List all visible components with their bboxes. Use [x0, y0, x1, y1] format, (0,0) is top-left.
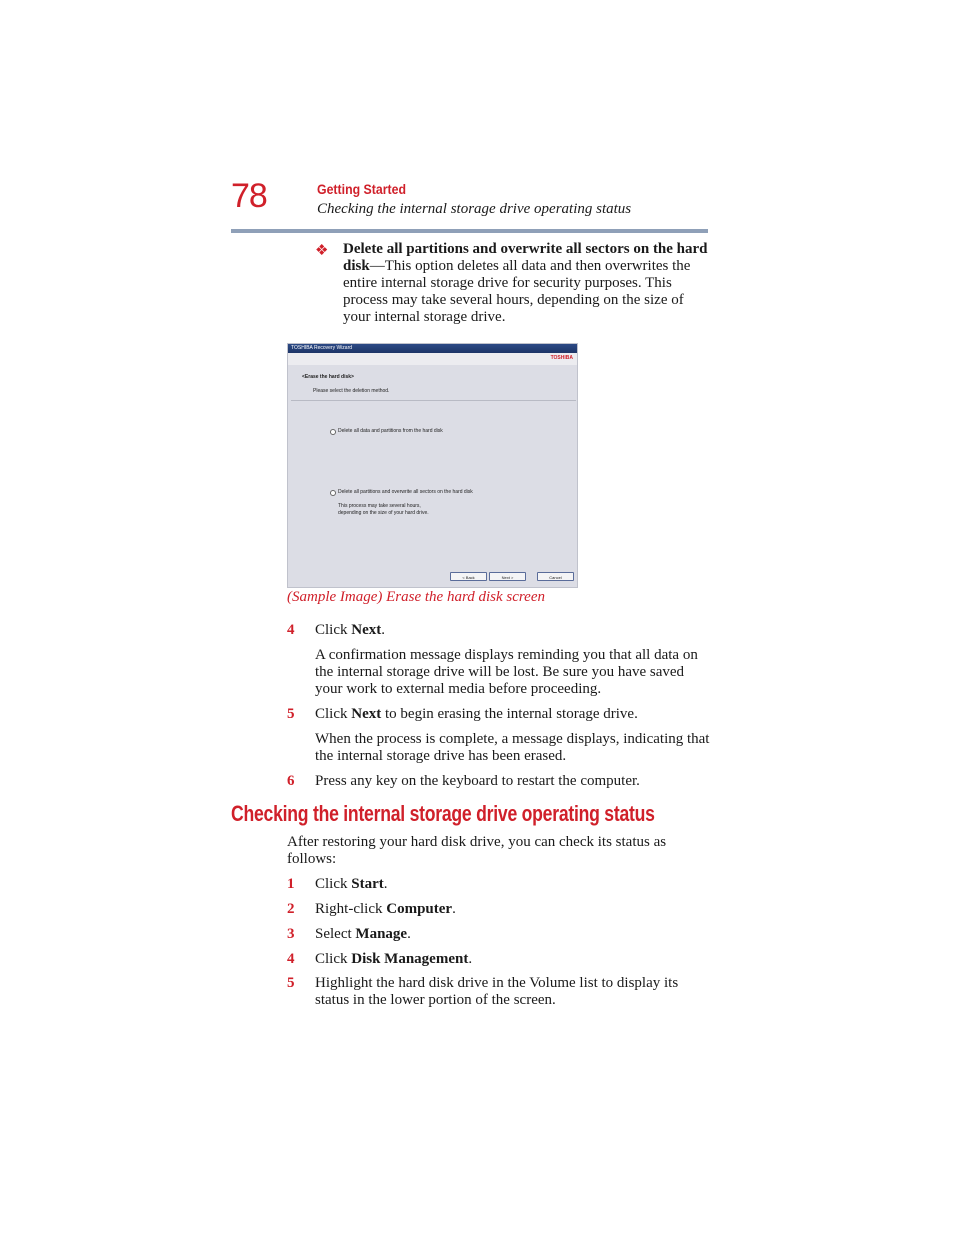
step-note: A confirmation message displays reminding you that all data on the internal storage drive will be lost. Be sure you have saved your work to external media before proceeding.	[315, 647, 698, 697]
option2-note-2: depending on the size of your hard drive.	[338, 510, 429, 516]
figure-caption: (Sample Image) Erase the hard disk screen	[287, 589, 545, 605]
back-button[interactable]: < Back	[450, 572, 487, 581]
cancel-button[interactable]: Cancel	[537, 572, 574, 581]
bullet-body-text: —This option deletes all data and then overwrites the entire internal storage drive for security purposes. This process may take several hours, depending on the size of your internal storage drive.	[343, 258, 691, 325]
section-label: Getting Started	[317, 181, 406, 197]
option2-note-1: This process may take several hours,	[338, 503, 421, 509]
running-title: Checking the internal storage drive operating status	[317, 201, 632, 217]
step-text: Click Next to begin erasing the internal storage drive.	[315, 706, 638, 722]
section-heading: Checking the internal storage drive operating status	[231, 801, 655, 826]
step-number: 2	[287, 901, 295, 917]
option1-radio[interactable]	[330, 429, 336, 435]
section-intro: After restoring your hard disk drive, you can check its status as follows:	[287, 834, 667, 867]
step-number: 3	[287, 926, 295, 942]
next-button[interactable]: Next >	[489, 572, 526, 581]
bullet-icon: ❖	[315, 243, 329, 259]
page-number: 78	[231, 177, 267, 215]
bullet-text	[343, 241, 709, 326]
step-number: 1	[287, 876, 295, 892]
option2-label: Delete all partitions and overwrite all sectors on the hard disk	[338, 489, 473, 495]
step-text: Highlight the hard disk drive in the Volume list to display its status in the lower portion of the screen.	[315, 975, 679, 1008]
option1-label: Delete all data and partitions from the hard disk	[338, 428, 443, 434]
brand-bar	[288, 353, 578, 365]
toshiba-logo: TOSHIBA	[550, 355, 573, 361]
sample-screenshot	[287, 343, 578, 588]
step-text: Click Start.	[315, 876, 388, 892]
screen-divider	[291, 400, 576, 401]
step-text: Click Next.	[315, 622, 385, 638]
step-number: 5	[287, 706, 295, 722]
step-text: Right-click Computer.	[315, 901, 456, 917]
step-text: Select Manage.	[315, 926, 411, 942]
step-number: 6	[287, 773, 295, 789]
option2-radio[interactable]	[330, 490, 336, 496]
bullet-bold-text: Delete all partitions and overwrite all sectors on the hard disk	[343, 241, 708, 274]
step-number: 4	[287, 951, 295, 967]
screen-heading: <Erase the hard disk>	[302, 374, 354, 380]
window-title-bar: TOSHIBA Recovery Wizard	[288, 344, 578, 353]
step-note: When the process is complete, a message displays, indicating that the internal storage drive has been erased.	[315, 731, 710, 764]
header-rule	[231, 229, 708, 233]
step-text: Click Disk Management.	[315, 951, 473, 967]
step-number: 4	[287, 622, 295, 638]
step-text: Press any key on the keyboard to restart the computer.	[315, 773, 640, 789]
step-number: 5	[287, 975, 295, 991]
screen-instruction: Please select the deletion method.	[313, 388, 390, 394]
